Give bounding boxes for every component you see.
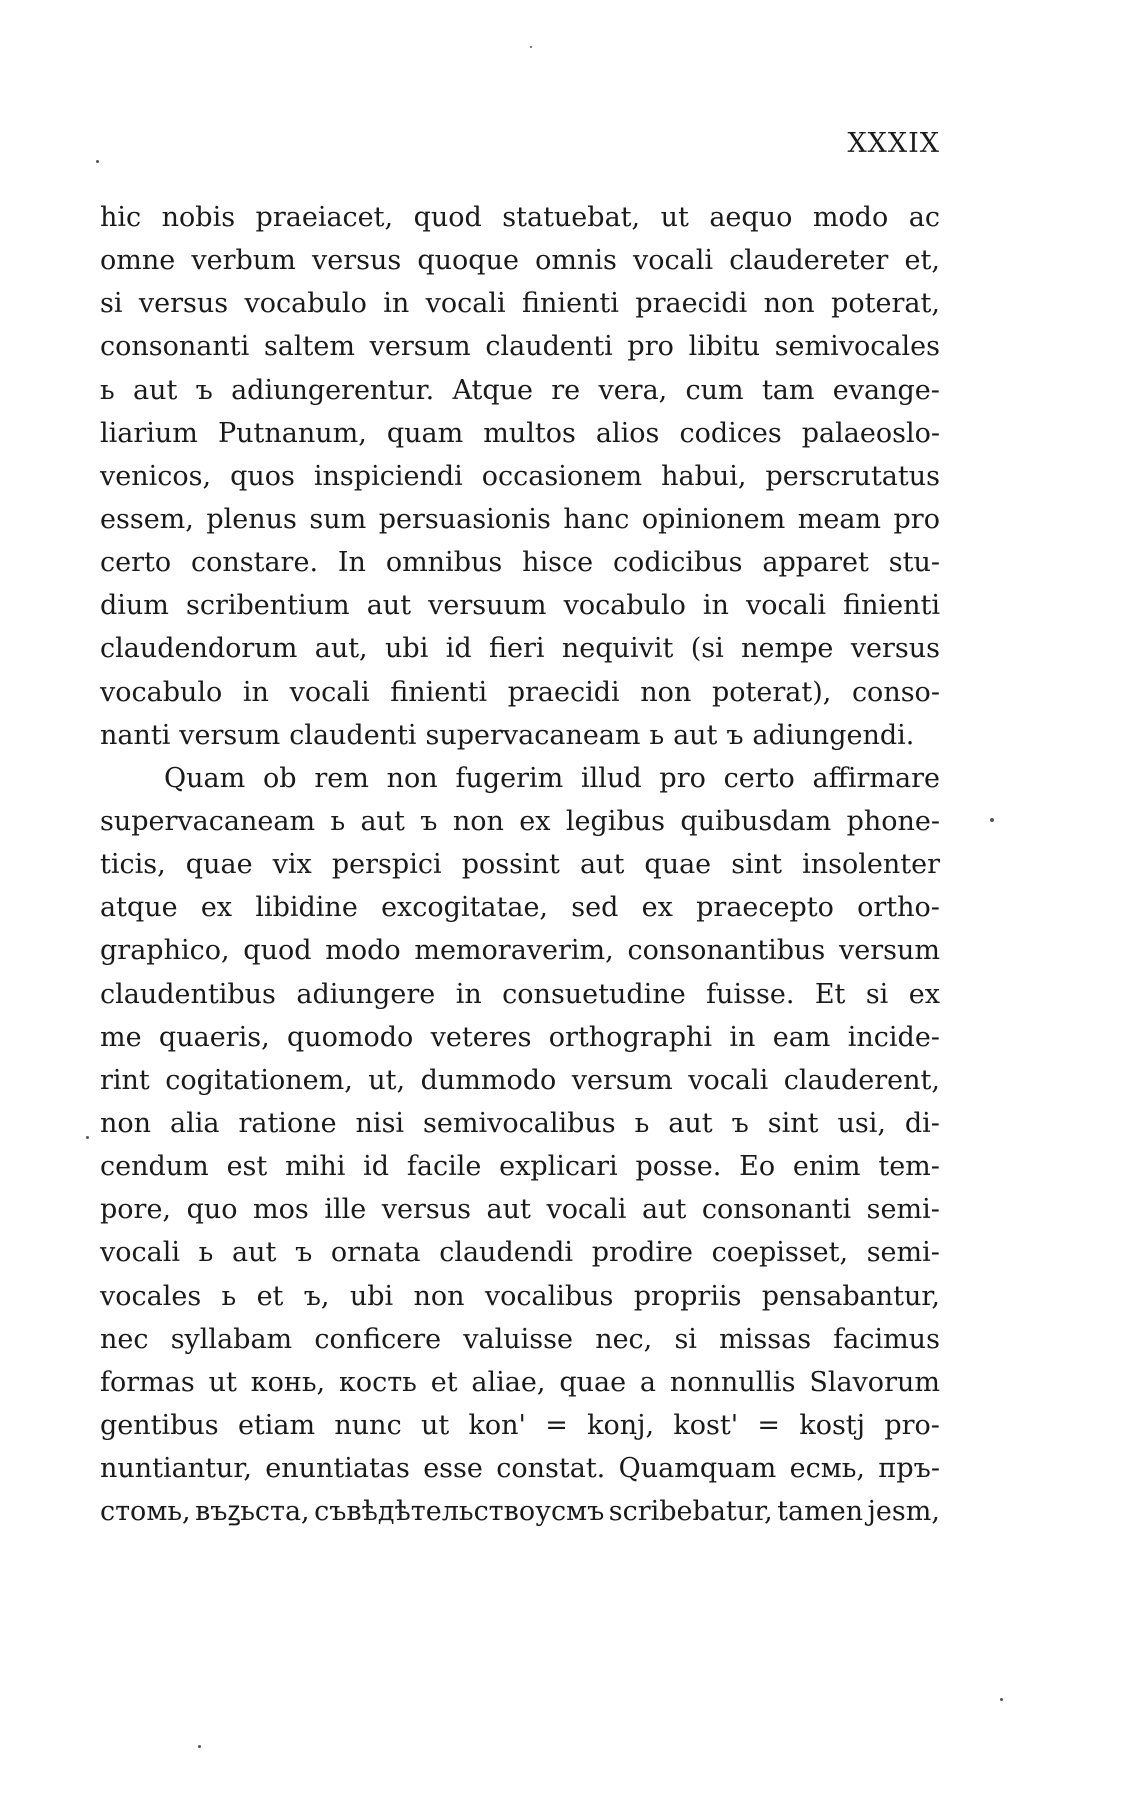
word: non [452, 805, 504, 837]
word: aut [673, 719, 718, 751]
word: certo [100, 547, 172, 579]
word: kon' [468, 1409, 526, 1441]
word: venicos, [100, 460, 212, 492]
word: verbum [191, 245, 296, 277]
text-line [100, 671, 940, 714]
word: hisce [522, 547, 594, 579]
word: est [226, 1151, 268, 1183]
word: pro- [884, 1409, 940, 1441]
text-line [100, 1361, 940, 1404]
word: meam [797, 503, 882, 535]
word: plenus [206, 503, 297, 535]
word: claudendi [439, 1237, 574, 1269]
word: konj, [587, 1409, 655, 1441]
word: codicibus [612, 547, 743, 579]
word: poterat), [711, 676, 832, 708]
word: vix [272, 849, 312, 881]
word: ъ, [303, 1280, 330, 1312]
word: atque [100, 892, 178, 924]
word: facile [406, 1151, 482, 1183]
word: quibusdam [680, 805, 832, 837]
word: scribentium [185, 590, 350, 622]
word: alios [595, 417, 660, 449]
word: hic [100, 202, 142, 233]
word: fuisse. [706, 978, 795, 1010]
word: adiungere [296, 978, 436, 1010]
text-line [100, 239, 940, 282]
word: nobis [161, 202, 236, 233]
word: si [865, 978, 889, 1010]
word: conficere [314, 1323, 442, 1355]
word: poterat, [831, 288, 940, 320]
word: semi- [866, 1237, 940, 1269]
word: ъ [731, 1107, 749, 1139]
word: ille [324, 1194, 367, 1226]
word: versus [381, 1194, 471, 1226]
word: modo [325, 935, 401, 967]
word: ъ [420, 805, 438, 837]
word: in [729, 1021, 756, 1053]
word: non [386, 762, 438, 794]
word: propriis [633, 1280, 742, 1312]
word: vocali [425, 288, 506, 320]
word: illud [581, 762, 642, 794]
word: vocali [688, 1064, 769, 1096]
word: orthographi [548, 1021, 713, 1053]
word: versus [138, 288, 229, 320]
word: конь, [250, 1366, 326, 1398]
word: nanti [100, 719, 171, 751]
word: non [763, 288, 815, 320]
print-speck [990, 818, 994, 822]
text-line [100, 1490, 940, 1533]
word: ut [208, 1366, 237, 1398]
word: ut, [368, 1064, 406, 1096]
word: aequo [709, 202, 793, 233]
word: aliae, [471, 1366, 546, 1398]
word: libitu [688, 331, 760, 363]
word: constare. [190, 547, 319, 579]
word: versum [571, 1064, 673, 1096]
word: saltem [263, 331, 355, 363]
word: in [242, 676, 269, 708]
text-line [100, 412, 940, 455]
text-line [100, 196, 940, 239]
word: ex [519, 805, 551, 837]
word: scribebatur, [608, 1496, 773, 1528]
word: vocabulo [100, 676, 223, 708]
word: nunc [334, 1409, 402, 1441]
word: vocali [546, 1194, 627, 1226]
word: nuntiantur, [100, 1453, 252, 1485]
text-line [100, 1102, 940, 1145]
word: consonanti [100, 331, 250, 363]
word: aut, [314, 633, 368, 665]
word: (si [690, 633, 724, 665]
word: possint [461, 849, 560, 881]
word: phone- [846, 805, 940, 837]
word: quae [185, 849, 253, 881]
word: di- [904, 1107, 940, 1139]
text-line [100, 973, 940, 1016]
word: veteres [430, 1021, 532, 1053]
word: si [100, 288, 123, 320]
text-line [100, 886, 940, 929]
word: claudenti [485, 331, 613, 363]
word: finienti [522, 288, 619, 320]
word: tam [761, 374, 815, 406]
word: ob [263, 762, 297, 794]
word: non [100, 1107, 152, 1139]
word: et [256, 1280, 284, 1312]
word: ut [660, 202, 689, 233]
word: insolenter [802, 849, 940, 881]
word: fugerim [455, 762, 564, 794]
word: liarium [100, 417, 198, 449]
page-number: XXXIX [847, 128, 940, 159]
word: inspiciendi [313, 460, 463, 492]
word: aut [360, 805, 405, 837]
word: nec [100, 1323, 149, 1355]
word: ex [641, 892, 673, 924]
word: ь [221, 1280, 237, 1312]
word: ticis, [100, 849, 166, 881]
word: = [757, 1409, 781, 1441]
word: ornata [330, 1237, 421, 1269]
word: Slavorum [809, 1366, 940, 1398]
word: Atque [452, 374, 533, 406]
word: ъ [295, 1237, 313, 1269]
text-line [100, 1059, 940, 1102]
word: mihi [285, 1151, 346, 1183]
text-line [100, 843, 940, 886]
word: versus [311, 245, 402, 277]
word: кость [338, 1366, 417, 1398]
word: quo [186, 1194, 238, 1226]
word: a [639, 1366, 657, 1398]
word: versuum [428, 590, 547, 622]
text-line [100, 1188, 940, 1231]
word: pore, [100, 1194, 172, 1226]
word: ь [100, 374, 115, 406]
text-line [100, 498, 940, 541]
word: enuntiatas [265, 1453, 410, 1485]
word: praecidi [635, 288, 748, 320]
word: multos [483, 417, 576, 449]
word: rint [100, 1064, 150, 1096]
word: ь [649, 719, 665, 751]
word: semivocales [774, 331, 940, 363]
text-line [100, 541, 940, 584]
word: gentibus [100, 1409, 219, 1441]
word: cum [685, 374, 744, 406]
word: libidine [255, 892, 358, 924]
word: ex [200, 892, 233, 924]
word: usi, [837, 1107, 886, 1139]
word: eam [772, 1021, 831, 1053]
word: omnibus [385, 547, 503, 579]
word: пръ- [878, 1453, 940, 1485]
word: persuasionis [378, 503, 551, 535]
word: versum [838, 935, 940, 967]
word: in [455, 978, 482, 1010]
word: legibus [565, 805, 665, 837]
word: ac [908, 202, 940, 233]
word: quos [230, 460, 295, 492]
print-speck [86, 1136, 89, 1139]
text-line [100, 455, 940, 498]
word: adiungendi. [752, 719, 915, 751]
word: dummodo [420, 1064, 557, 1096]
word: omne [100, 245, 176, 277]
word: sum [309, 503, 367, 535]
word: excogitatae, [381, 892, 549, 924]
word: finienti [843, 590, 940, 622]
word: clauderent, [783, 1064, 940, 1096]
word: constat. [496, 1453, 606, 1485]
word: evange- [832, 374, 940, 406]
word: perscrutatus [765, 460, 940, 492]
word: vocali [289, 676, 370, 708]
word: apparet [762, 547, 869, 579]
print-speck [198, 1745, 201, 1748]
text-line [100, 1231, 940, 1274]
word: pensabantur, [761, 1280, 940, 1312]
word: incide- [847, 1021, 940, 1053]
text-line [100, 1447, 940, 1490]
word: cendum [100, 1151, 209, 1183]
word: versum [179, 719, 281, 751]
word: modo [812, 202, 889, 233]
word: et, [904, 245, 940, 277]
word: affirmare [812, 762, 940, 794]
word: Putnanum, [217, 417, 367, 449]
word: ut [420, 1409, 450, 1441]
word: syllabam [170, 1323, 293, 1355]
word: aut [366, 590, 412, 622]
word: ubi [385, 633, 429, 665]
print-speck [1000, 1698, 1003, 1701]
word: quaeris, [158, 1021, 270, 1053]
word: enim [792, 1151, 861, 1183]
word: essem, [100, 503, 194, 535]
word: vocali [100, 1237, 180, 1269]
word: valuisse [463, 1323, 573, 1355]
word: memoraverim, [414, 935, 614, 967]
word: quae [644, 849, 712, 881]
word: fieri [489, 633, 545, 665]
word: explicari [499, 1151, 618, 1183]
word: sint [731, 849, 782, 881]
text-line [100, 800, 940, 843]
text-line [100, 1318, 940, 1361]
word: claudereter [729, 245, 889, 277]
word: ь [330, 805, 346, 837]
word: adiungerentur. [231, 374, 435, 406]
word: = [545, 1409, 568, 1441]
word: vocali [746, 590, 827, 622]
word: sint [767, 1107, 819, 1139]
word: hanc [563, 503, 630, 535]
word: tamen [777, 1496, 864, 1528]
word: quomodo [286, 1021, 414, 1053]
word: quoque [417, 245, 519, 277]
word: statuebat, [502, 202, 641, 233]
word: съвѣдѣтельствоусмъ [314, 1496, 605, 1528]
word: formas [100, 1366, 195, 1398]
word: tem- [878, 1151, 940, 1183]
word: In [337, 547, 366, 579]
word: aut [132, 374, 178, 406]
word: id [445, 633, 472, 665]
word: vocalibus [484, 1280, 614, 1312]
word: etiam [237, 1409, 316, 1441]
word: posse. [635, 1151, 722, 1183]
word: Quam [164, 762, 246, 794]
print-speck [530, 46, 532, 48]
word: nonnullis [669, 1366, 796, 1398]
word: ex [908, 978, 940, 1010]
word: me [100, 1021, 142, 1053]
word: claudenti [289, 719, 417, 751]
word: re [551, 374, 581, 406]
body-text [100, 196, 940, 1533]
word: vera, [598, 374, 668, 406]
word: Quamquam [618, 1453, 777, 1485]
word: coepisset, [711, 1237, 849, 1269]
word: nec, [595, 1323, 653, 1355]
word: стомь, [100, 1496, 191, 1528]
word: supervacaneam [100, 805, 316, 837]
word: dium [100, 590, 169, 622]
text-line [100, 584, 940, 627]
word: non [413, 1280, 465, 1312]
word: perspici [331, 849, 442, 881]
word: ъ [726, 719, 744, 751]
text-line [100, 325, 940, 368]
word: palaeoslo- [801, 417, 940, 449]
word: in [383, 288, 410, 320]
word: graphico, [100, 935, 230, 967]
word: facimus [833, 1323, 940, 1355]
word: Et [814, 978, 846, 1010]
word: certo [723, 762, 795, 794]
word: codices [679, 417, 782, 449]
word: claudendorum [100, 633, 298, 665]
word: prodire [591, 1237, 693, 1269]
word: si [674, 1323, 697, 1355]
word: sed [571, 892, 619, 924]
word: esse [423, 1453, 483, 1485]
word: nequivit [561, 633, 674, 665]
word: pro [627, 331, 674, 363]
word: въꙁьста, [195, 1496, 310, 1528]
word: kostj [799, 1409, 866, 1441]
word: nisi [355, 1107, 405, 1139]
word: stu- [888, 547, 940, 579]
word: conso- [851, 676, 940, 708]
text-line [100, 1016, 940, 1059]
word: pro [893, 503, 940, 535]
word: non [640, 676, 692, 708]
text-line [100, 714, 940, 757]
word: occasionem [481, 460, 643, 492]
word: quod [243, 935, 312, 967]
word: quod [413, 202, 482, 233]
text-line [100, 1145, 940, 1188]
word: claudentibus [100, 978, 276, 1010]
word: rem [314, 762, 369, 794]
text-line [100, 282, 940, 325]
word: omnis [535, 245, 617, 277]
word: versus [850, 633, 940, 665]
text-line [100, 1275, 940, 1318]
word: ortho- [857, 892, 940, 924]
word: et [430, 1366, 458, 1398]
word: missas [719, 1323, 812, 1355]
word: aut [232, 1237, 277, 1269]
word: supervacaneam [425, 719, 641, 751]
word: versum [369, 331, 471, 363]
word: consonantibus [627, 935, 826, 967]
word: aut [641, 1194, 687, 1226]
word: opinionem [641, 503, 786, 535]
word: ubi [349, 1280, 394, 1312]
word: kost' [673, 1409, 739, 1441]
word: Eo [739, 1151, 776, 1183]
word: praecepto [696, 892, 834, 924]
word: semivocalibus [423, 1107, 616, 1139]
word: pro [659, 762, 706, 794]
word: jesm, [867, 1496, 940, 1528]
word: aut [579, 849, 625, 881]
word: consonanti [701, 1194, 852, 1226]
print-speck [96, 160, 99, 163]
word: quae [559, 1366, 627, 1398]
text-line [100, 627, 940, 670]
text-line [100, 929, 940, 972]
word: cogitationem, [165, 1064, 353, 1096]
word: ratione [238, 1107, 337, 1139]
word: semi- [866, 1194, 940, 1226]
word: vocali [633, 245, 714, 277]
word: aut [668, 1107, 713, 1139]
word: praeiacet, [255, 202, 394, 233]
word: finienti [390, 676, 488, 708]
word: quam [386, 417, 464, 449]
word: nempe [741, 633, 834, 665]
word: mos [253, 1194, 309, 1226]
word: ь [634, 1107, 650, 1139]
word: ъ [195, 374, 213, 406]
text-line [100, 1404, 940, 1447]
word: vocabulo [563, 590, 686, 622]
word: id [363, 1151, 390, 1183]
word: есмь, [789, 1453, 866, 1485]
text-line [100, 757, 940, 800]
word: habui, [661, 460, 747, 492]
word: alia [170, 1107, 220, 1139]
word: in [702, 590, 729, 622]
word: aut [486, 1194, 531, 1226]
word: consuetudine [502, 978, 686, 1010]
word: ь [198, 1237, 214, 1269]
text-line [100, 369, 940, 412]
word: vocabulo [244, 288, 367, 320]
word: praecidi [507, 676, 620, 708]
word: vocales [100, 1280, 202, 1312]
